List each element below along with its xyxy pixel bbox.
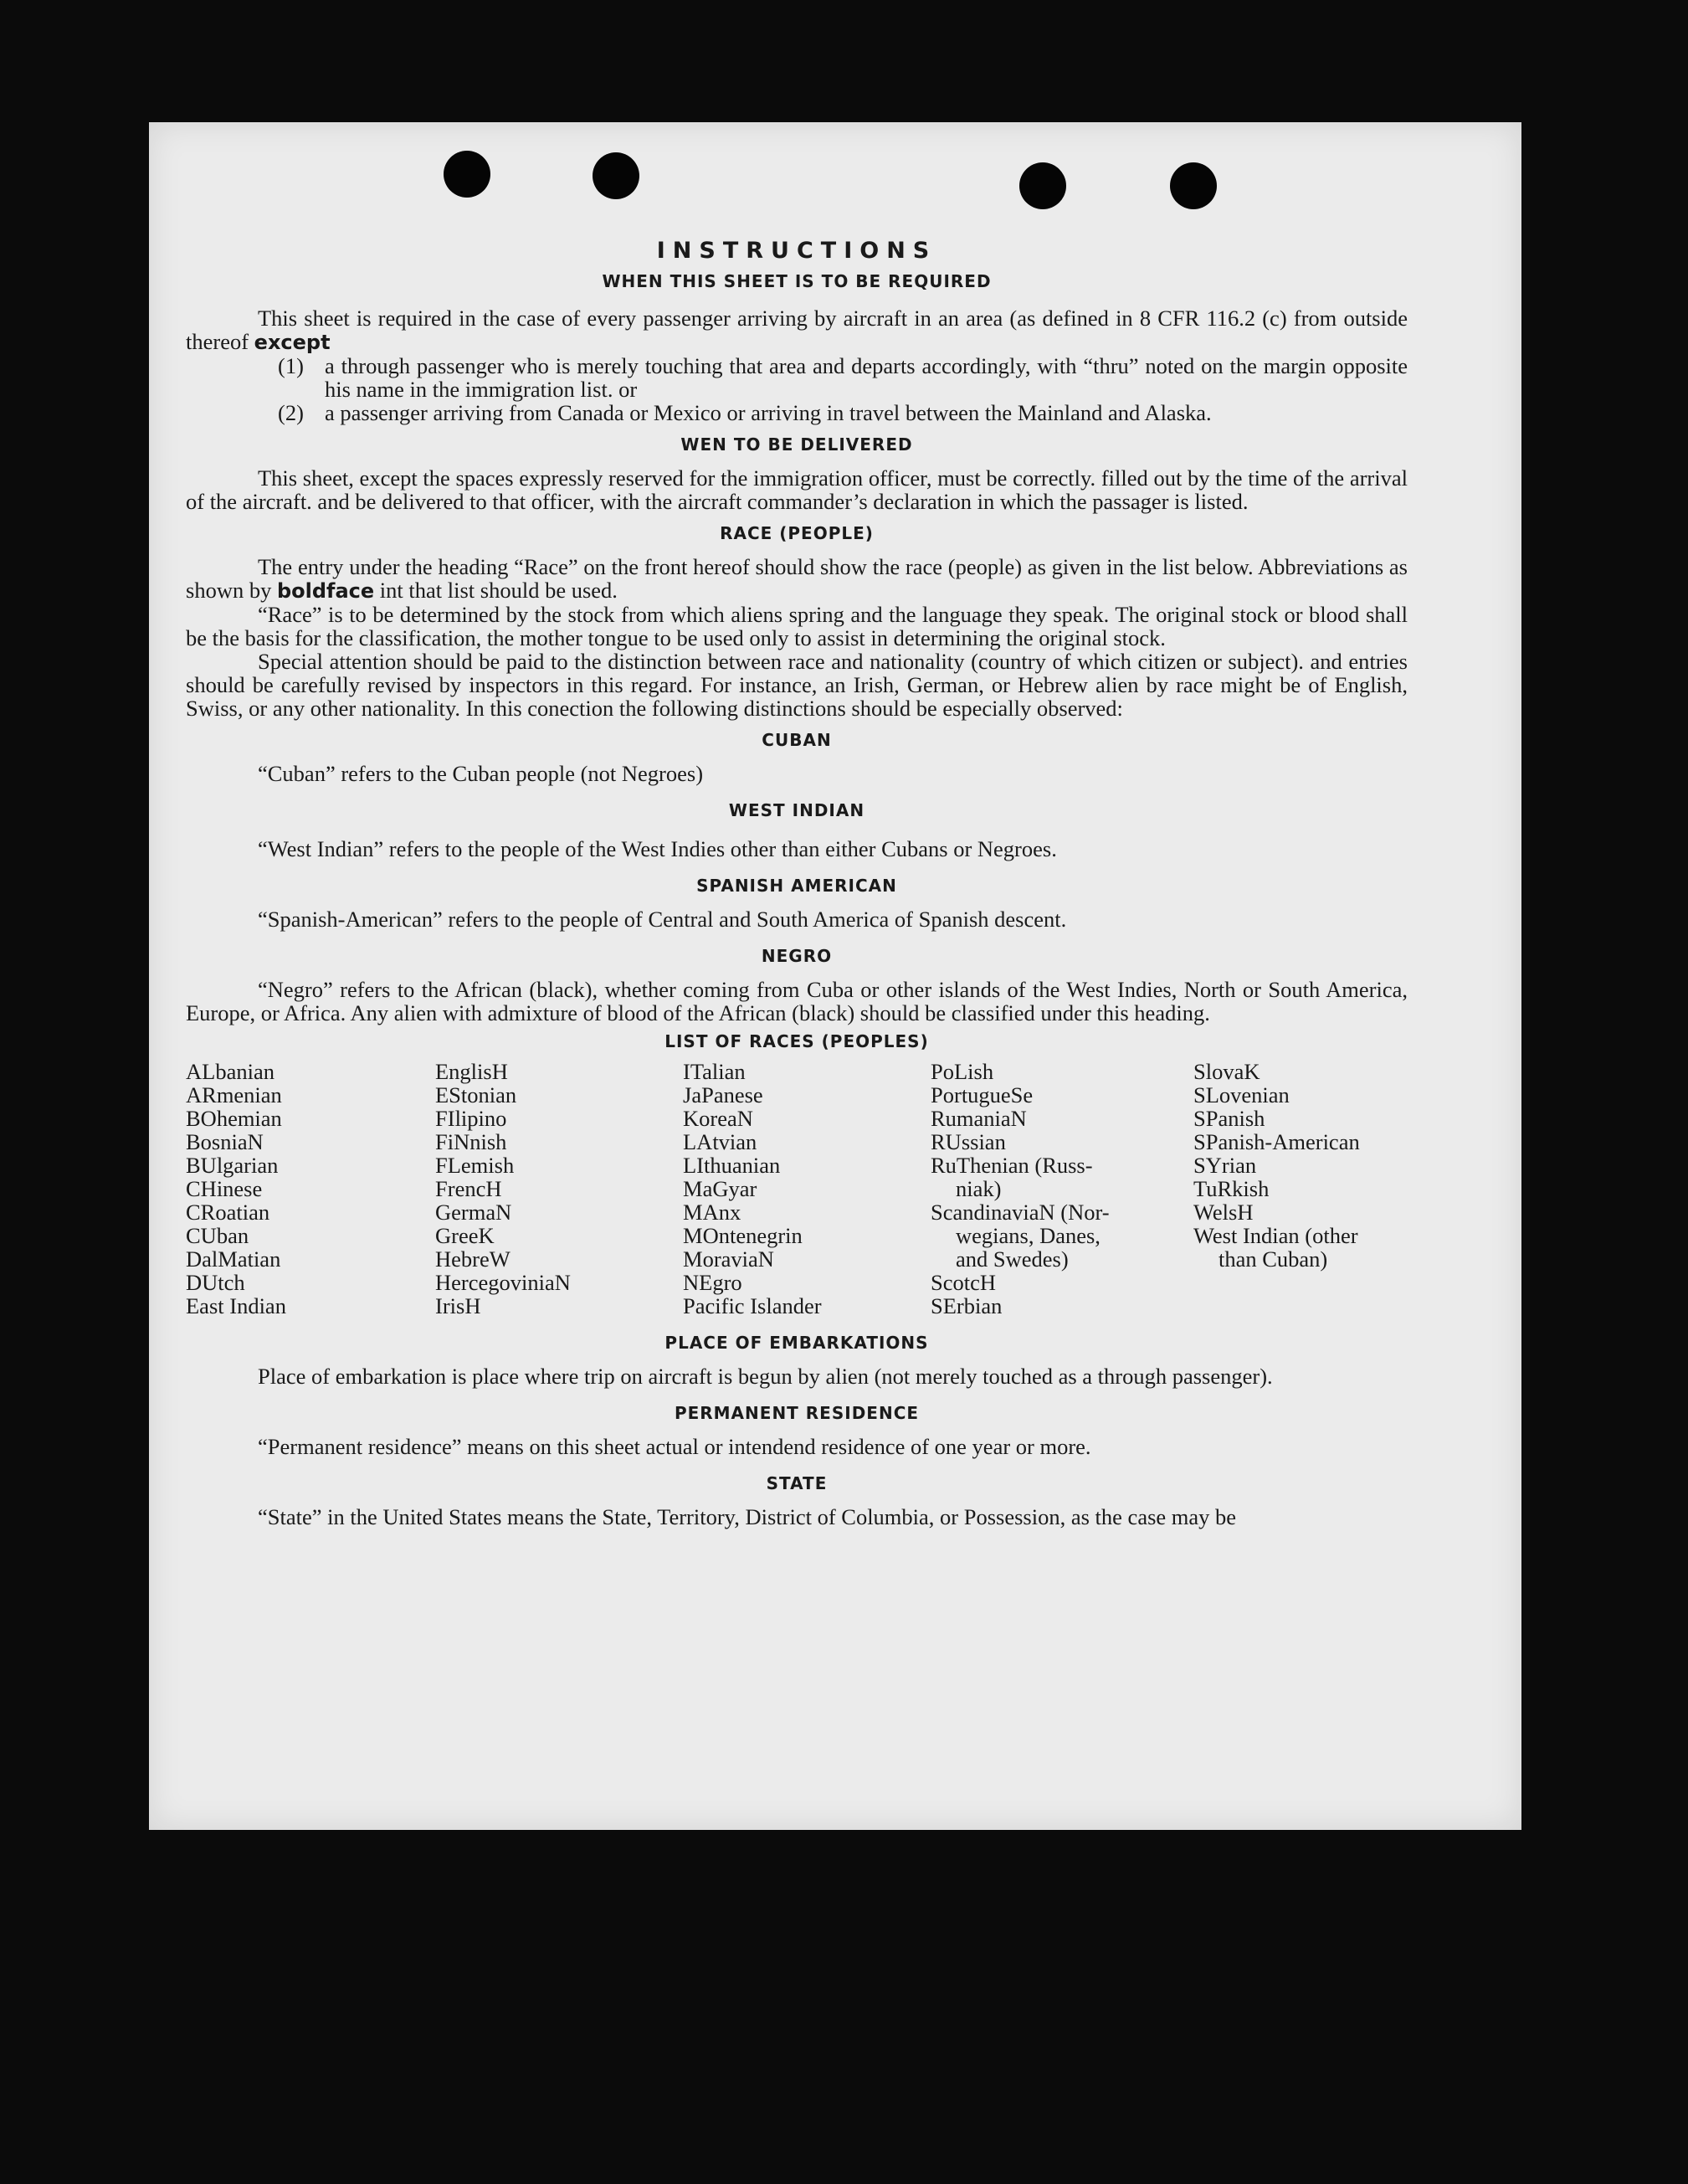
race-column <box>186 1060 435 1318</box>
race-item: CRoatian <box>186 1200 270 1225</box>
race-column <box>435 1060 683 1318</box>
race-item: SPanish <box>1193 1106 1265 1131</box>
exception-item <box>278 401 1408 424</box>
race-paragraph <box>186 555 1408 603</box>
race-item: East Indian <box>186 1293 286 1318</box>
document-page <box>149 122 1521 1830</box>
residence-paragraph: “Permanent residence” means on this sheet actual or intendend residence of one year or more. <box>258 1434 1091 1459</box>
punch-hole <box>1170 162 1217 209</box>
race-column <box>931 1060 1193 1318</box>
race-item: MoraviaN <box>683 1246 774 1272</box>
cuban-paragraph: “Cuban” refers to the Cuban people (not Negroes) <box>258 761 704 786</box>
race-item: FLemish <box>435 1153 515 1178</box>
required-text: This sheet is required in the case of every passenger arriving by aircraft in an area (as defined in 8 CFR 116.2 (c) from outside thereof <box>186 306 1408 354</box>
race-item: and Swedes) <box>956 1246 1069 1272</box>
exception-number: (1) <box>278 353 304 378</box>
race-item: RUssian <box>931 1129 1006 1154</box>
punch-hole <box>1019 162 1066 209</box>
race-item: ITalian <box>683 1059 746 1084</box>
race-item: JaPanese <box>683 1082 763 1107</box>
race-item: GreeK <box>435 1223 495 1248</box>
exception-text: a through passenger who is merely touching that area and departs accordingly, with “thru” noted on the margin opposite his name in the immigration list. or <box>325 353 1408 402</box>
race-item: SErbian <box>931 1293 1003 1318</box>
state-paragraph: “State” in the United States means the State, Territory, District of Columbia, or Possession, as the case may be <box>258 1504 1237 1529</box>
west-indian-heading: WEST INDIAN <box>728 800 865 820</box>
race-item: DalMatian <box>186 1246 281 1272</box>
races-heading: LIST OF RACES (PEOPLES) <box>664 1031 929 1051</box>
race-item: RuThenian (Russ- <box>931 1153 1093 1178</box>
spanish-american-paragraph: “Spanish-American” refers to the people of Central and South America of Spanish descent. <box>258 907 1067 932</box>
race-item: West Indian (other <box>1193 1223 1358 1248</box>
punch-hole <box>444 151 490 198</box>
race-heading: RACE (PEOPLE) <box>720 523 874 543</box>
race-item: FrencH <box>435 1176 502 1201</box>
instructions-body <box>186 239 1408 1529</box>
race-item: ScandinaviaN (Nor- <box>931 1200 1110 1225</box>
race-item: PoLish <box>931 1059 994 1084</box>
instructions-title: INSTRUCTIONS <box>656 238 937 264</box>
race-item: RumaniaN <box>931 1106 1027 1131</box>
race-item: ARmenian <box>186 1082 282 1107</box>
race-item: HercegoviniaN <box>435 1270 571 1295</box>
race-item: PortugueSe <box>931 1082 1034 1107</box>
race-item: FiNnish <box>435 1129 507 1154</box>
spanish-american-heading: SPANISH AMERICAN <box>696 876 897 896</box>
exception-number: (2) <box>278 400 304 425</box>
race-item: SlovaK <box>1193 1059 1260 1084</box>
race-item: ScotcH <box>931 1270 997 1295</box>
race-item: SPanish-American <box>1193 1129 1360 1154</box>
race-item: NEgro <box>683 1270 742 1295</box>
race-text: The entry under the heading “Race” on the front hereof should show the race (people) as given in the list below. Abbreviations as shown by <box>186 554 1408 603</box>
boldface-word: boldface <box>276 579 375 603</box>
race-item: BOhemian <box>186 1106 282 1131</box>
required-heading: WHEN THIS SHEET IS TO BE REQUIRED <box>602 271 992 291</box>
race-item: GermaN <box>435 1200 512 1225</box>
race-paragraph: Special attention should be paid to the distinction between race and nationality (country of which citizen or subject). and entries should be carefully revised by inspectors in this regard. For instance, an Irish, German, or Hebrew alien by race might be of English, Swiss, or any other nationality. In this conection the following distinctions should be especially observed: <box>186 649 1408 721</box>
west-indian-paragraph: “West Indian” refers to the people of the West Indies other than either Cubans or Negroes. <box>258 836 1057 861</box>
race-item: BUlgarian <box>186 1153 279 1178</box>
race-item: TuRkish <box>1193 1176 1270 1201</box>
required-paragraph <box>186 306 1408 354</box>
race-item: BosniaN <box>186 1129 264 1154</box>
except-bold: except <box>254 331 331 354</box>
race-item: ALbanian <box>186 1059 274 1084</box>
residence-heading: PERMANENT RESIDENCE <box>674 1403 920 1423</box>
negro-heading: NEGRO <box>761 946 833 966</box>
race-text: int that list should be used. <box>379 578 618 603</box>
race-list <box>186 1060 1408 1318</box>
race-item: SLovenian <box>1193 1082 1290 1107</box>
race-item: DUtch <box>186 1270 245 1295</box>
race-item: FIlipino <box>435 1106 507 1131</box>
punch-hole <box>593 152 639 199</box>
race-item: EnglisH <box>435 1059 508 1084</box>
race-item: CHinese <box>186 1176 263 1201</box>
race-item: EStonian <box>435 1082 517 1107</box>
exception-text: a passenger arriving from Canada or Mexico or arriving in travel between the Mainland and Alaska. <box>325 400 1212 425</box>
race-item: wegians, Danes, <box>956 1223 1101 1248</box>
race-paragraph: “Race” is to be determined by the stock from which aliens spring and the language they speak. The original stock or blood shall be the basis for the classification, the mother tongue to be used only to assist in determining the original stock. <box>186 602 1408 650</box>
race-item: Pacific Islander <box>683 1293 822 1318</box>
race-item: MAnx <box>683 1200 741 1225</box>
race-item: LAtvian <box>683 1129 757 1154</box>
race-item: CUban <box>186 1223 249 1248</box>
race-item: SYrian <box>1193 1153 1257 1178</box>
state-heading: STATE <box>766 1473 828 1493</box>
race-item: MaGyar <box>683 1176 757 1201</box>
race-item: niak) <box>956 1176 1002 1201</box>
embarkation-heading: PLACE OF EMBARKATIONS <box>664 1333 929 1353</box>
negro-paragraph: “Negro” refers to the African (black), whether coming from Cuba or other islands of the West Indies, North or South America, Europe, or Africa. Any alien with admixture of blood of the African (black) should be classified under this heading. <box>186 977 1408 1025</box>
race-item: HebreW <box>435 1246 511 1272</box>
delivered-paragraph: This sheet, except the spaces expressly reserved for the immigration officer, must be correctly. filled out by the time of the arrival of the aircraft. and be delivered to that officer, with the aircraft commander’s declaration in which the passager is listed. <box>186 465 1408 514</box>
exception-item <box>278 354 1408 401</box>
race-item: than Cuban) <box>1219 1246 1328 1272</box>
race-item: IrisH <box>435 1293 481 1318</box>
cuban-heading: CUBAN <box>762 730 832 750</box>
race-item: WelsH <box>1193 1200 1254 1225</box>
race-item: MOntenegrin <box>683 1223 803 1248</box>
race-column <box>683 1060 931 1318</box>
race-item: KoreaN <box>683 1106 753 1131</box>
embarkation-paragraph: Place of embarkation is place where trip on aircraft is begun by alien (not merely touched as a through passenger). <box>258 1364 1273 1389</box>
delivered-heading: WEN TO BE DELIVERED <box>680 434 913 455</box>
race-item: LIthuanian <box>683 1153 781 1178</box>
race-column <box>1193 1060 1408 1318</box>
